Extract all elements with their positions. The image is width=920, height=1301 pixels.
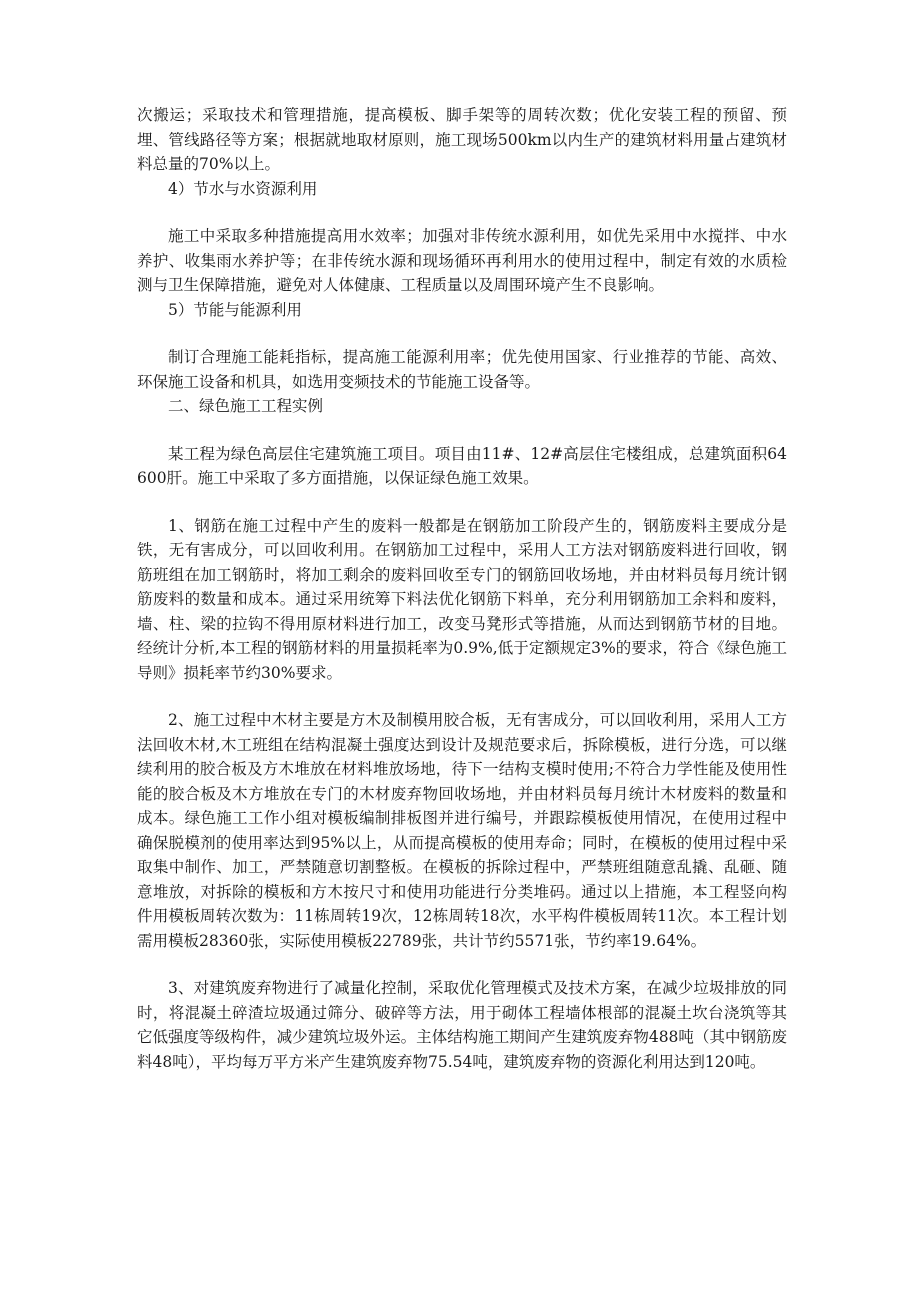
paragraph-project-overview: 某工程为绿色高层住宅建筑施工项目。项目由11#、12#高层住宅楼组成，总建筑面积64600肝。施工中采取了多方面措施，以保证绿色施工效果。 — [137, 444, 787, 487]
paragraph-waste-reduction: 3、对建筑废弃物进行了减量化控制，采取优化管理模式及技术方案，在减少垃圾排放的同时，将混凝土碎渣垃圾通过筛分、破碎等方法，用于砌体工程墙体根部的混凝土坎台浇筑等其它低强度等级构件，减少建筑垃圾外运。主体结构施工期间产生建筑废弃物488吨（其中钢筋废料48吨），平均每万平方米产生建筑废弃物75.54吨，建筑废弃物的资源化利用达到120吨。 — [137, 979, 787, 1071]
paragraph-energy-saving: 制订合理施工能耗指标，提高施工能源利用率；优先使用国家、行业推荐的节能、高效、环保施工设备和机具，如选用变频技术的节能施工设备等。 — [137, 348, 787, 391]
heading-green-construction-example: 二、绿色施工工程实例 — [168, 397, 324, 415]
paragraph-water-saving: 施工中采取多种措施提高用水效率；加强对非传统水源利用，如优先采用中水搅拌、中水养护、收集雨水养护等；在非传统水源和现场循环再利用水的使用过程中，制定有效的水质检测与卫生保障措施，避免对人体健康、工程质量以及周围环境产生不良影响。 — [137, 227, 787, 294]
paragraph-timber-recycling: 2、施工过程中木材主要是方木及制模用胶合板，无有害成分，可以回收利用，采用人工方法回收木材,木工班组在结构混凝土强度达到设计及规范要求后，拆除模板，进行分选，可以继续利用的胶合板及方木堆放在材料堆放场地，待下一结构支模时使用;不符合力学性能及使用性能的胶合板及木方堆放在专门的木材废弃物回收场地，并由材料员每月统计木材废料的数量和成本。绿色施工工作小组对模板编制排板图并进行编号，并跟踪模板使用情况，在使用过程中确保脱模剂的使用率达到95%以上，从而提高模板的使用寿命；同时，在模板的使用过程中采取集中制作、加工，严禁随意切割整板。在模板的拆除过程中，严禁班组随意乱撬、乱砸、随意堆放，对拆除的模板和方木按尺寸和使用功能进行分类堆码。通过以上措施，本工程竖向构件用模板周转次数为：11栋周转19次，12栋周转18次，水平构件模板周转11次。本工程计划需用模板28360张，实际使用模板22789张，共计节约5571张，节约率19.64%。 — [137, 711, 787, 950]
document-page — [137, 103, 787, 1074]
paragraph-steel-recycling: 1、钢筋在施工过程中产生的废料一般都是在钢筋加工阶段产生的，钢筋废料主要成分是铁，无有害成分，可以回收利用。在钢筋加工过程中，采用人工方法对钢筋废料进行回收，钢筋班组在加工钢筋时，将加工剩余的废料回收至专门的钢筋回收场地，并由材料员每月统计钢筋废料的数量和成本。通过采用统筹下料法优化钢筋下料单，充分利用钢筋加工余料和废料，墙、柱、梁的拉钩不得用原材料进行加工，改变马凳形式等措施，从而达到钢筋节材的目地。经统计分析,本工程的钢筋材料的用量损耗率为0.9%,低于定额规定3%的要求，符合《绿色施工导则》损耗率节约30%要求。 — [137, 516, 787, 682]
heading-water-saving: 4）节水与水资源利用 — [168, 179, 318, 198]
heading-energy-saving: 5）节能与能源利用 — [168, 300, 302, 319]
paragraph-continuation: 次搬运；采取技术和管理措施，提高模板、脚手架等的周转次数；优化安装工程的预留、预埋、管线路径等方案；根据就地取材原则，施工现场500km以内生产的建筑材料用量占建筑材料总量的70%以上。 — [137, 106, 787, 173]
